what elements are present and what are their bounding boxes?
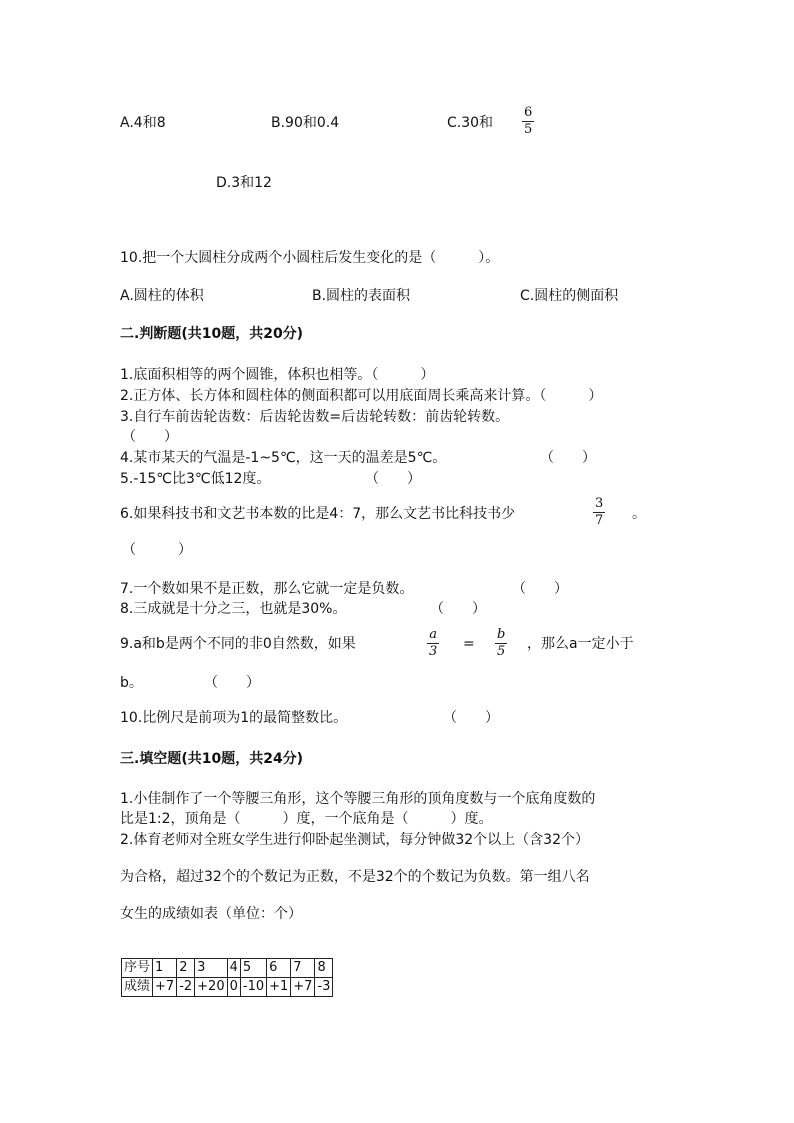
table-row-label: 成绩 (122, 978, 153, 997)
judge-item-5-blank: （ ） (365, 471, 421, 487)
fraction-denominator: 7 (595, 513, 604, 528)
question-10-stem: 10.把一个大圆柱分成两个小圆柱后发生变化的是（ ）。 (120, 250, 500, 266)
judge-item-10: 10.比例尺是前项为1的最简整数比。 (120, 710, 348, 726)
option-d: D.3和12 (216, 175, 272, 191)
judge-item-4-blank: （ ） (540, 450, 596, 466)
judge-item-1: 1.底面积相等的两个圆锥，体积也相等。（ ） (120, 367, 435, 383)
section-3-title: 三.填空题(共10题，共24分) (120, 751, 304, 767)
table-cell: +7 (291, 978, 315, 997)
table-cell: 5 (240, 959, 266, 978)
question-10-option-c: C.圆柱的侧面积 (520, 288, 619, 304)
fill-q1-line2: 比是1:2，顶角是（ ）度，一个底角是（ ）度。 (120, 811, 493, 827)
judge-item-7: 7.一个数如果不是正数，那么它就一定是负数。 (120, 581, 414, 597)
table-header-label: 序号 (122, 959, 153, 978)
fraction-denominator: 3 (429, 644, 438, 659)
option-c-fraction (522, 106, 534, 137)
option-b: B.90和0.4 (271, 115, 340, 131)
judge-item-8-blank: （ ） (430, 601, 486, 617)
section-2-title: 二.判断题(共10题，共20分) (120, 326, 304, 342)
table-cell: -10 (240, 978, 266, 997)
judge-item-3-blank: （ ） (122, 429, 178, 445)
judge-item-9-end: b。 (120, 675, 143, 691)
table-cell: 2 (177, 959, 195, 978)
table-row-scores (122, 978, 333, 997)
judge-item-9: 9.a和b是两个不同的非0自然数，如果 (120, 636, 356, 652)
fraction-numerator: b (497, 627, 506, 642)
question-10-option-b: B.圆柱的表面积 (312, 288, 411, 304)
judge-item-5: 5.-15℃比3℃低12度。 (120, 471, 271, 487)
judge-item-10-blank: （ ） (443, 710, 499, 726)
judge-item-8: 8.三成就是十分之三，也就是30%。 (120, 601, 347, 617)
table-cell: +1 (267, 978, 291, 997)
table-row-header (122, 959, 333, 978)
judge-item-9-cont: ，那么a一定小于 (527, 636, 634, 652)
score-table (121, 958, 333, 997)
judge-item-6: 6.如果科技书和文艺书本数的比是4：7，那么文艺书比科技书少 (120, 506, 516, 522)
fraction-numerator: 3 (595, 496, 604, 511)
judge-item-6-fraction (593, 497, 605, 528)
fill-q1-line1: 1.小佳制作了一个等腰三角形，这个等腰三角形的顶角度数与一个底角度数的 (120, 791, 596, 807)
judge-item-9-blank: （ ） (204, 675, 260, 691)
fraction-numerator: 6 (524, 105, 533, 120)
fraction-numerator: a (429, 627, 438, 642)
judge-item-9-equals: = (463, 636, 475, 652)
table-cell: 3 (195, 959, 227, 978)
judge-item-3: 3.自行车前齿轮齿数：后齿轮齿数=后齿轮转数：前齿轮转数。 (120, 409, 510, 425)
table-cell: +7 (153, 978, 177, 997)
fill-q2-line2: 为合格，超过32个的个数记为正数，不是32个的个数记为负数。第一组八名 (120, 869, 590, 885)
judge-item-7-blank: （ ） (512, 581, 568, 597)
judge-item-2: 2.正方体、长方体和圆柱体的侧面积都可以用底面周长乘高来计算。（ ） (120, 388, 603, 404)
judge-item-9-fraction-b (495, 628, 507, 659)
fraction-denominator: 5 (524, 122, 533, 137)
table-cell: 7 (291, 959, 315, 978)
option-c: C.30和 (447, 115, 494, 131)
option-a: A.4和8 (120, 115, 166, 131)
fill-q2-line1: 2.体育老师对全班女学生进行仰卧起坐测试，每分钟做32个以上（含32个） (120, 832, 589, 848)
table-cell: -2 (177, 978, 195, 997)
table-cell: -3 (315, 978, 333, 997)
fill-q2-line3: 女生的成绩如表（单位：个） (120, 906, 302, 922)
table-cell: 4 (227, 959, 240, 978)
judge-item-6-blank: （ ） (122, 542, 192, 558)
table-cell: 1 (153, 959, 177, 978)
fraction-denominator: 5 (497, 644, 506, 659)
question-10-option-a: A.圆柱的体积 (120, 288, 204, 304)
table-cell: 0 (227, 978, 240, 997)
table-cell: 6 (267, 959, 291, 978)
judge-item-9-fraction-a (427, 628, 439, 659)
judge-item-6-end: 。 (632, 506, 646, 522)
table-cell: +20 (195, 978, 227, 997)
judge-item-4: 4.某市某天的气温是-1~5℃，这一天的温差是5℃。 (120, 450, 447, 466)
table-cell: 8 (315, 959, 333, 978)
